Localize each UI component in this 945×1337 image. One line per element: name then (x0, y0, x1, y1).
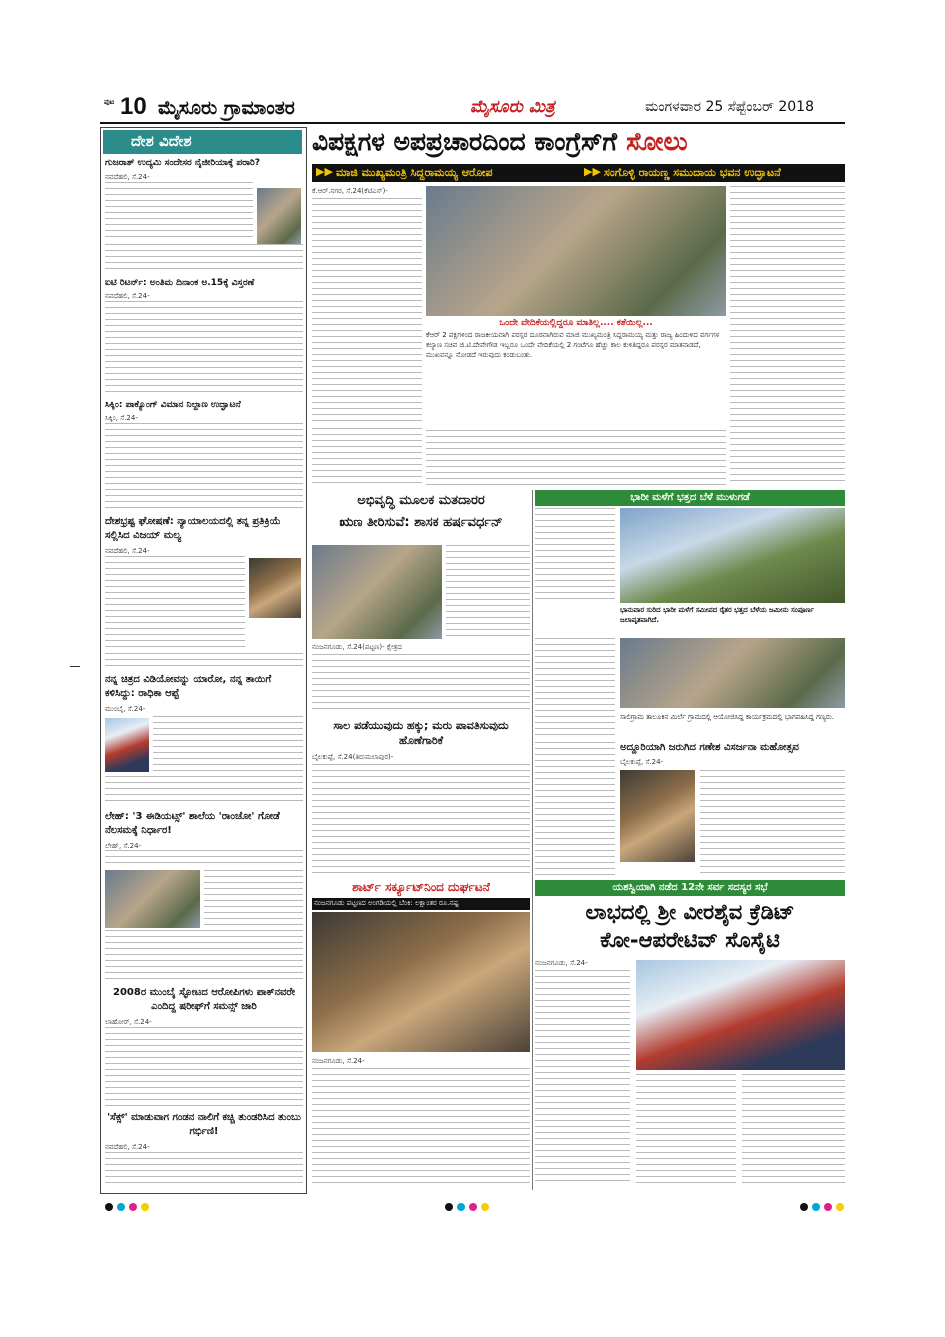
coop-photo (636, 960, 845, 1070)
portrait-photo (105, 718, 149, 772)
masthead-rule (100, 122, 845, 124)
section-banner-label: ದೇಶ ವಿದೇಶ (131, 132, 192, 150)
lead-headline (312, 127, 845, 163)
registration-dot (481, 1203, 489, 1211)
section-banner (103, 130, 302, 154)
registration-marks-left (105, 1196, 153, 1215)
rain-photo (620, 508, 845, 603)
fire-caption: ನಂಜನಗೂಡು ಪಟ್ಟಣದ ಅಂಗಡಿಯಲ್ಲಿ ಬೆಂಕಿ: ಲಕ್ಷಾಂತರ ರೂ.ನಷ್ಟ (314, 899, 459, 907)
registration-dot (129, 1203, 137, 1211)
group-photo (620, 638, 845, 708)
section-title: ಮೈಸೂರು ಗ್ರಾಮಾಂತರ (158, 97, 295, 119)
coop-label: ಯಶಸ್ವಿಯಾಗಿ ನಡೆದ 12ನೇ ಸರ್ವ ಸದಸ್ಯರ ಸಭೆ (612, 882, 768, 893)
story-body (204, 870, 303, 928)
story-body (105, 301, 303, 396)
lead-headline-highlight: ಸೋಲು (626, 127, 688, 156)
story-body (105, 423, 303, 511)
loan-dateline: ಬೈಲಕುಪ್ಪೆ, ಸೆ.24(ತಿರುಮಲಾಪುರ)- (312, 753, 394, 761)
school-photo (105, 870, 200, 928)
coop-body (535, 970, 630, 1186)
rain-label: ಭಾರೀ ಮಳೆಗೆ ಭತ್ತದ ಬೆಳೆ ಮುಳುಗಡೆ (630, 492, 750, 503)
story-body (105, 1027, 303, 1107)
group-photo-caption: ಸಾಲಿಗ್ರಾಮ ತಾಲೂಕಿನ ಮಿರ್ಲೆ ಗ್ರಾಮದಲ್ಲಿ ಆಯೋಜಿಸಿದ್ದ ಕಾರ್ಯಕ್ರಮದಲ್ಲಿ ಭಾಗವಹಿಸಿದ್ದ ಗಣ್ಯರು. (620, 713, 835, 721)
story-dateline: ಲೇಹ್, ಸೆ.24- (105, 842, 142, 850)
coop-body (636, 1074, 736, 1186)
story-dateline: ನವದೆಹಲಿ, ಸೆ.24- (105, 292, 150, 300)
story-headline: ದೇಶಭ್ರಷ್ಟ ಘೋಷಣೆ: ನ್ಯಾಯಾಲಯದಲ್ಲಿ ತನ್ನ ಪ್ರತಿಕ್ರಿಯೆ ಸಲ್ಲಿಸಿದ ವಿಜಯ್ ಮಲ್ಯ (105, 516, 281, 541)
registration-dot (836, 1203, 844, 1211)
story-body (105, 776, 303, 806)
lead-headline-text: ವಿಪಕ್ಷಗಳ ಅಪಪ್ರಚಾರದಿಂದ ಕಾಂಗ್ರೆಸ್‌ಗೆ (312, 127, 617, 156)
coop-body (742, 1074, 845, 1186)
lead-photo-caption: ಕೆಆರ್ 2 ಪಕ್ಷಗಳಿಂದ ರಾಜಕೀಯವಾಗಿ ಪರಸ್ಪರ ದೂರವಾಗಿರುವ ಮಾಜಿ ಮುಖ್ಯಮಂತ್ರಿ ಸಿದ್ದರಾಮಯ್ಯ ಮತ್ತು ರಾಜ್ಯ ಹಿಂದುಳಿದ ವರ್ಗಗಳ ಕಲ್ಯಾಣ ಸಚಿವ ಜಿ.ಟಿ.ದೇವೇಗೌಡ ಇಬ್ಬರೂ ಒಂದೇ ವೇದಿಕೆಯಲ್ಲಿ 2 ಗಂಟೆಗೂ ಹೆಚ್ಚು ಕಾಲ ಕುಳಿತಿದ್ದರೂ ಪರಸ್ಪರ ಮಾತನಾಡದೆ, ಮುಖವನ್ನೂ ನೋಡದೆ ಇರುವುದು ಕಂಡುಬಂತು. (426, 331, 720, 359)
fire-dateline: ನಂಜನಗೂಡು, ಸೆ.24- (312, 1057, 365, 1065)
coop-headline-line1: ಲಾಭದಲ್ಲಿ ಶ್ರೀ ವೀರಶೈವ ಕ್ರೆಡಿಟ್ (585, 900, 795, 924)
rain-body (535, 508, 615, 603)
story-body (105, 850, 303, 868)
story-body (105, 1152, 303, 1188)
story-headline: ಲೇಹ್: '3 ಈಡಿಯಟ್ಸ್' ಶಾಲೆಯ 'ರಾಂಚೋ' ಗೋಡೆ ನೆಲಸಮಕ್ಕೆ ನಿರ್ಧಾರ! (105, 811, 280, 836)
rain-label-bar (535, 490, 845, 506)
ganesha-dateline: ಬೈಲಕುಪ್ಪೆ, ಸೆ.24- (620, 758, 664, 766)
story-headline: 2008ರ ಮುಂಬೈ ಸ್ಫೋಟದ ಆರೋಪಿಗಳು ಪಾಕ್‌ನವರೇ ಎಂದಿದ್ದ ಷರೀಫ್‌ಗೆ ಸಮನ್ಸ್ ಜಾರಿ (112, 987, 296, 1012)
story-headline: ನನ್ನ ಚಿತ್ರದ ವಿಡಿಯೋವನ್ನು ಯಾರೋ, ನನ್ನ ತಾಯಿಗೆ ಕಳಿಸಿದ್ದು: ರಾಧಿಕಾ ಆಪ್ಟೆ (105, 674, 272, 699)
ganesha-body (535, 742, 615, 875)
ganesha-body (700, 770, 845, 875)
registration-dot (117, 1203, 125, 1211)
registration-dot (800, 1203, 808, 1211)
subhead-arrow-icon: ▶▶ (584, 165, 601, 178)
story-headline: ಐಟಿ ರಿಟರ್ನ್: ಅಂತಿಮ ದಿನಾಂಕ ಅ.15ಕ್ಕೆ ವಿಸ್ತರಣೆ (105, 278, 255, 288)
story-headline: 'ಸೆಕ್ಸ್' ಮಾಡುವಾಗ ಗಂಡನ ನಾಲಿಗೆ ಕಚ್ಚಿ ತುಂಡರಿಸಿದ ತುಂಬು ಗರ್ಭಿಣಿ! (107, 1112, 301, 1137)
story-headline: ಗುಜರಾತ್ ಉದ್ಯಮಿ ಸಂದೇಸರ ನೈಜೀರಿಯಾಕ್ಕೆ ಪರಾರಿ? (105, 158, 261, 168)
column-rule (532, 490, 533, 1190)
page-number: 10 (120, 93, 147, 120)
mla-headline-line1: ಅಭಿವೃದ್ಧಿ ಮೂಲಕ ಮತದಾರರ (357, 493, 485, 508)
registration-dot (812, 1203, 820, 1211)
story-body (105, 182, 253, 242)
registration-marks-center (445, 1196, 493, 1215)
mla-body (312, 654, 530, 714)
fire-headline: ಶಾರ್ಟ್ ಸರ್ಕ್ಯೂಟ್‌ನಿಂದ ದುರ್ಘಟನೆ (352, 880, 490, 894)
lead-photo-caption-title: ಒಂದೇ ವೇದಿಕೆಯಲ್ಲಿದ್ದರೂ ಮಾತಿಲ್ಲ.... ಕತೆಯಿಲ್ಲ... (499, 318, 653, 328)
mla-photo (312, 545, 442, 639)
portrait-photo (249, 558, 301, 618)
coop-headline-line2: ಕೋ-ಆಪರೇಟಿವ್ ಸೊಸೈಟಿ (600, 928, 780, 952)
coop-label-bar (535, 880, 845, 896)
page-label: ಪುಟ (104, 98, 115, 106)
story-body (105, 653, 303, 671)
mla-body (446, 545, 530, 639)
story-dateline: ಮುಂಬೈ, ಸೆ.24- (105, 705, 146, 713)
story-dateline: ಲಾಹೋರ್, ಸೆ.24- (105, 1018, 152, 1026)
registration-dot (105, 1203, 113, 1211)
subhead-arrow-icon: ▶▶ (316, 165, 333, 178)
masthead (100, 95, 845, 123)
portrait-photo (257, 188, 301, 244)
margin-mark (70, 666, 80, 667)
left-column (100, 127, 307, 1194)
story-body (105, 244, 303, 274)
lead-body (426, 430, 726, 486)
lead-dateline: ಕೆ.ಆರ್.ನಗರ, ಸೆ.24(ಕೆಟಿಎಸ್)- (312, 187, 388, 195)
lead-body (312, 198, 422, 423)
registration-dot (445, 1203, 453, 1211)
story-dateline: ನವದೆಹಲಿ, ಸೆ.24- (105, 1143, 150, 1151)
rain-caption: ಭಾನುವಾರ ಸುರಿದ ಭಾರೀ ಮಳೆಗೆ ಸಮೀಪದ ರೈತರ ಭತ್ತದ ಬೆಳೆಯ ಜಮೀನು ಸಂಪೂರ್ಣ ಜಲಾವೃತವಾಗಿದೆ. (620, 606, 814, 624)
fire-body (312, 1068, 530, 1186)
story-dateline: ನವದೆಹಲಿ, ಸೆ.24- (105, 173, 150, 181)
story-body (105, 930, 303, 982)
ganesha-body (535, 638, 615, 738)
lead-subhead-left: ಮಾಜಿ ಮುಖ್ಯಮಂತ್ರಿ ಸಿದ್ದರಾಮಯ್ಯ ಆರೋಪ (336, 166, 493, 179)
registration-dot (469, 1203, 477, 1211)
lead-subhead-right: ಸಂಗೊಳ್ಳಿ ರಾಯಣ್ಣ ಸಮುದಾಯ ಭವನ ಉದ್ಘಾಟನೆ (604, 166, 781, 179)
registration-dot (457, 1203, 465, 1211)
lead-body (312, 428, 422, 486)
registration-dot (824, 1203, 832, 1211)
lead-body (730, 186, 845, 486)
registration-marks-right (800, 1196, 848, 1215)
registration-dot (141, 1203, 149, 1211)
loan-headline: ಸಾಲ ಪಡೆಯುವುದು ಹಕ್ಕು; ಮರು ಪಾವತಿಸುವುದು ಹೊಣೆಗಾರಿಕೆ (333, 719, 509, 747)
story-dateline: ಸಿಕ್ಕಿಂ, ಸೆ.24- (105, 414, 138, 422)
story-dateline: ನವದೆಹಲಿ, ಸೆ.24- (105, 547, 150, 555)
coop-dateline: ನಂಜನಗೂಡು, ಸೆ.24- (535, 959, 588, 967)
ganesha-headline: ಅದ್ದೂರಿಯಾಗಿ ಜರುಗಿದ ಗಣೇಶ ವಿಸರ್ಜನಾ ಮಹೋತ್ಸವ (620, 742, 799, 753)
ganesha-photo (620, 770, 695, 862)
story-body (105, 556, 245, 651)
mla-story-headline (312, 490, 530, 542)
fire-caption-bar (312, 898, 530, 910)
issue-date: ಮಂಗಳವಾರ 25 ಸೆಪ್ಟೆಂಬರ್ 2018 (645, 99, 814, 115)
paper-name: ಮೈಸೂರು ಮಿತ್ರ (470, 97, 555, 117)
story-headline: ಸಿಕ್ಕಿಂ: ಪಾಕ್ಯೊಂಗ್ ವಿಮಾನ ನಿಲ್ದಾಣ ಉದ್ಘಾಟನೆ (105, 400, 241, 410)
mla-dateline: ನಂಜನಗೂಡು, ಸೆ.24(ಪಟ್ಟಣ)- ಕ್ಷೇತ್ರದ (312, 643, 402, 651)
loan-body (312, 764, 530, 874)
lead-subhead-bar (312, 164, 845, 182)
fire-photo (312, 912, 530, 1052)
mla-headline-line2: ಋಣ ತೀರಿಸುವೆ: ಶಾಸಕ ಹರ್ಷವರ್ಧನ್ (339, 515, 503, 530)
story-body (153, 716, 303, 774)
lead-photo (426, 186, 726, 316)
